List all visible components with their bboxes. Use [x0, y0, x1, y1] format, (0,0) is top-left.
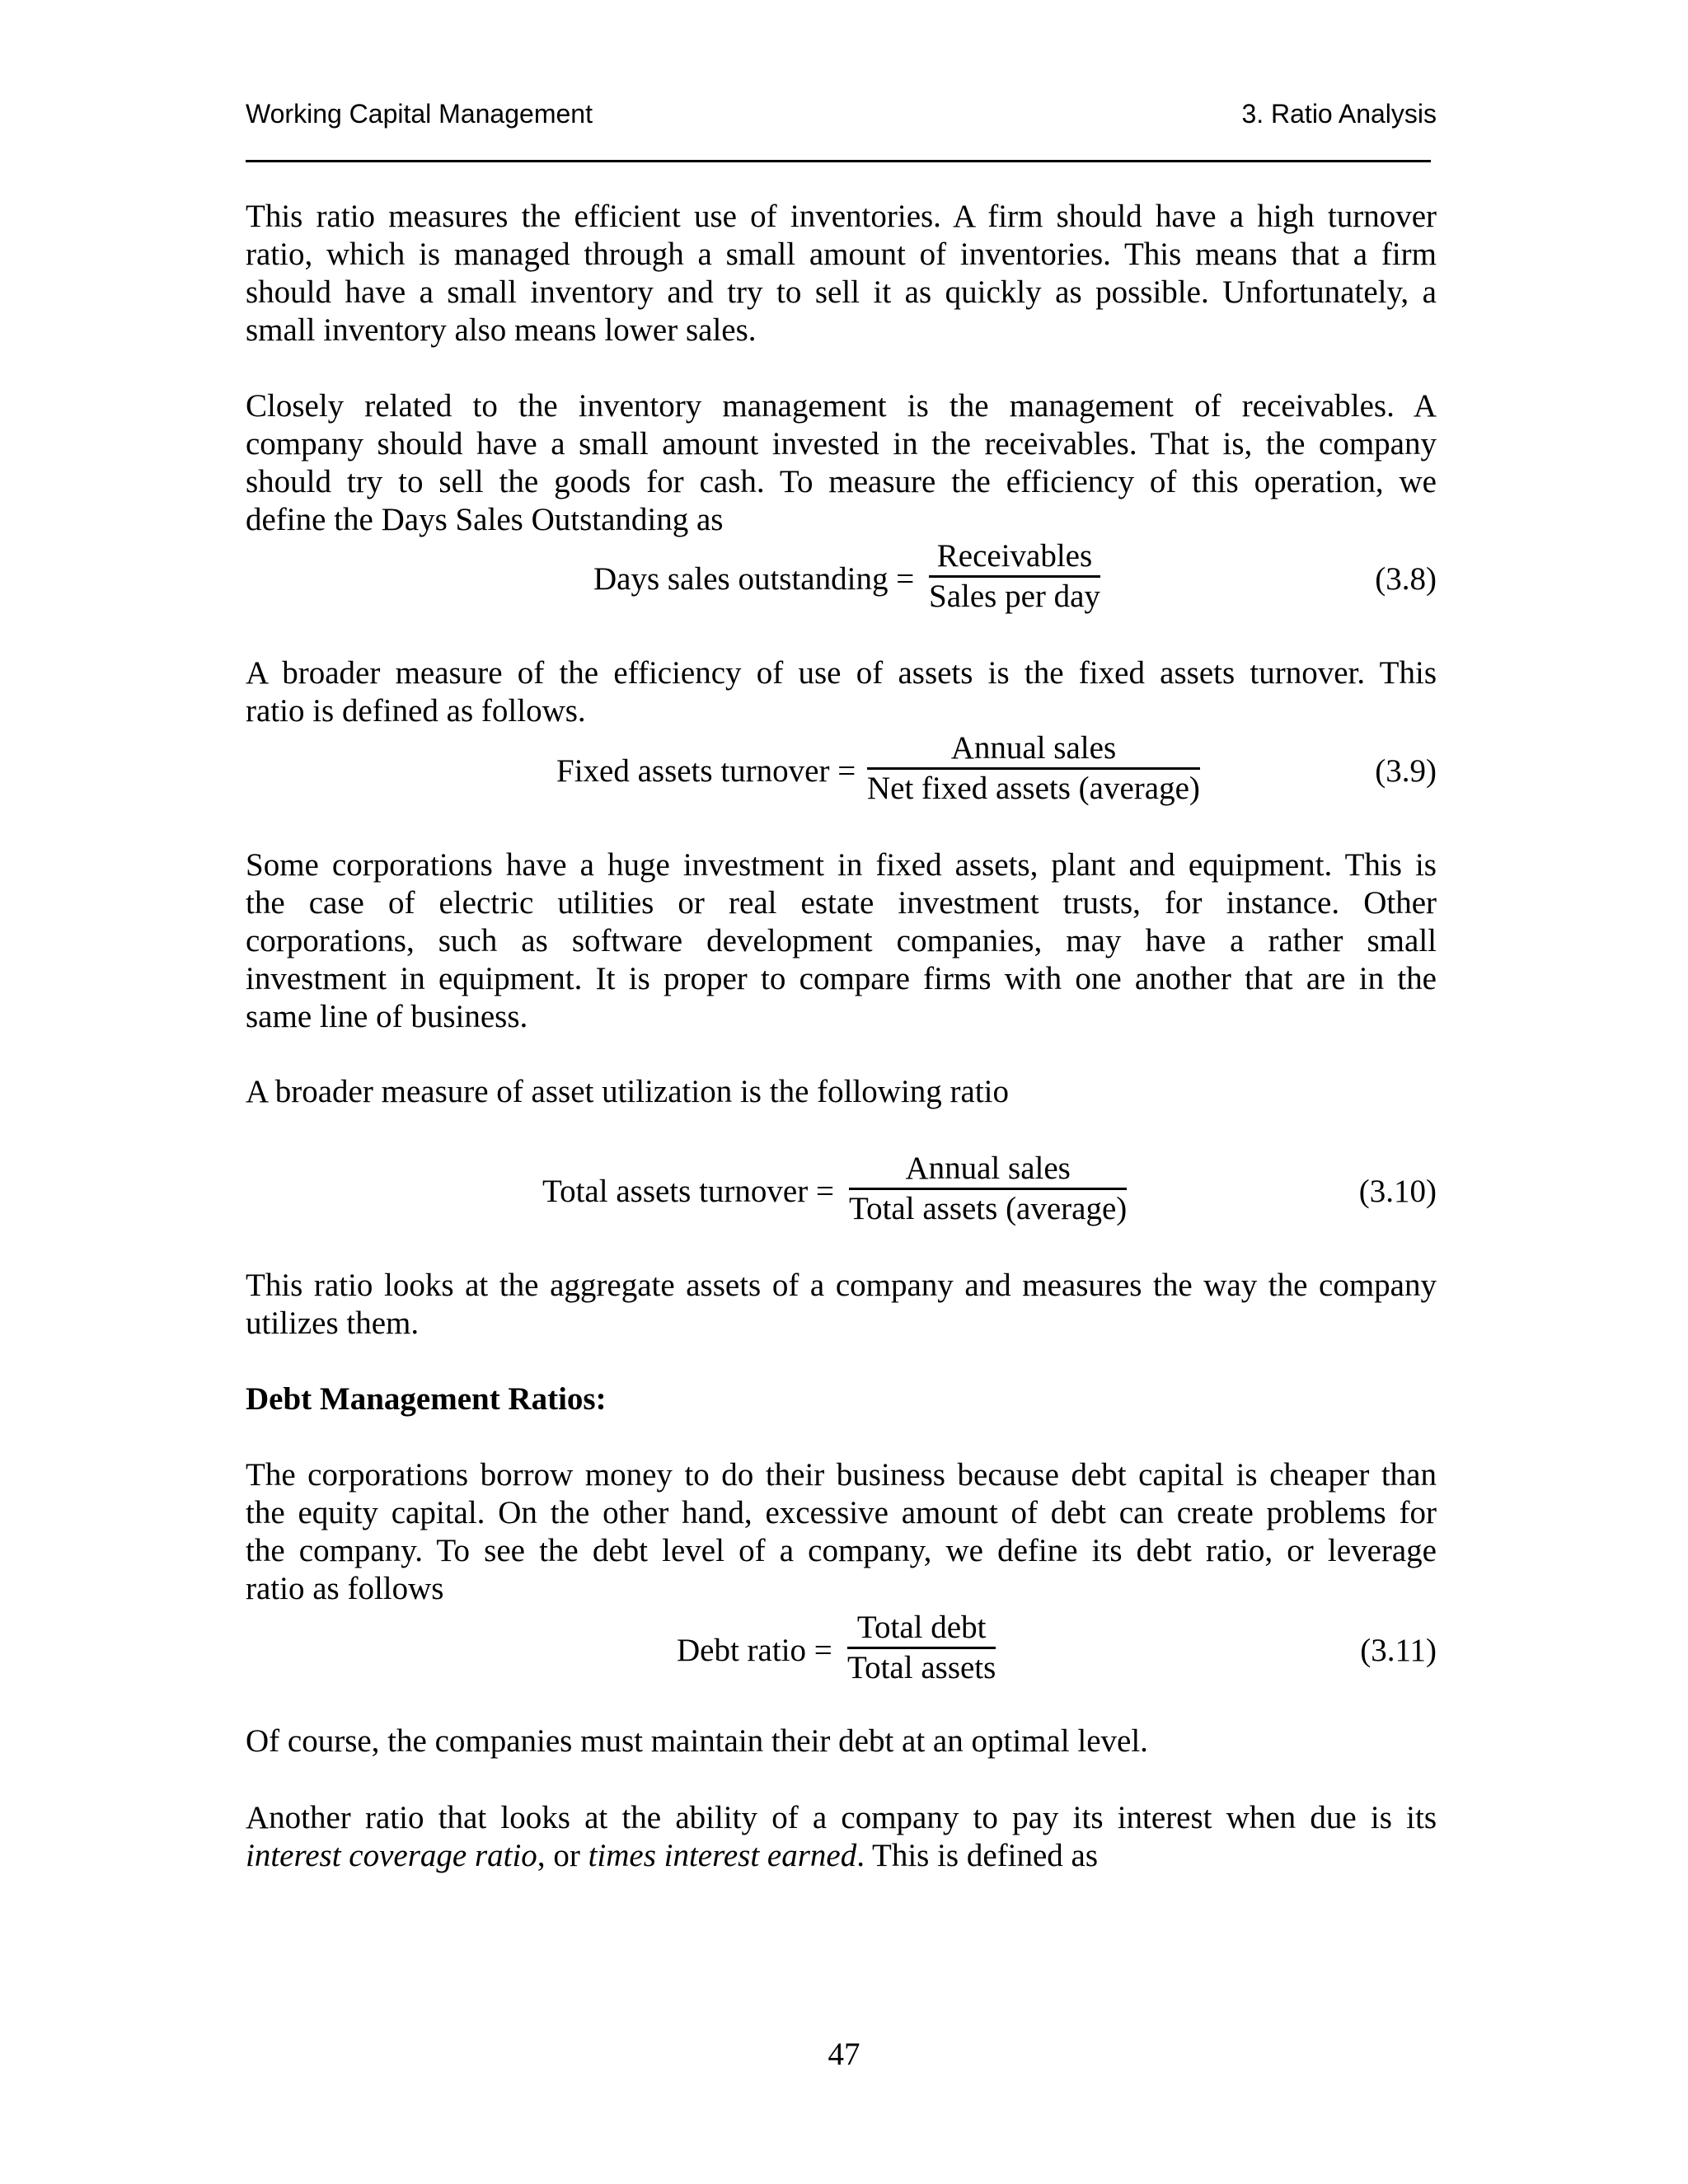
text-line: small inventory also means lower sales. — [246, 312, 757, 348]
equation-number: (3.8) — [1375, 561, 1437, 597]
text-line: The corporations borrow money to do their business because debt capital is cheaper than — [246, 1457, 1437, 1493]
header-chapter-title: 3. Ratio Analysis — [1241, 99, 1437, 129]
text-line: This ratio looks at the aggregate assets of a company and measures the way the company — [246, 1268, 1437, 1303]
equation-fraction — [929, 537, 1100, 616]
paragraph-asset-utilization — [246, 1073, 1437, 1111]
paragraph-debt-capital — [246, 1456, 1437, 1608]
text-separator: , or — [537, 1838, 588, 1873]
section-heading-debt-management: Debt Management Ratios: — [246, 1381, 607, 1417]
text-line: should try to sell the goods for cash. To measure the efficiency of this operation, we — [246, 464, 1437, 499]
text-line: utilizes them. — [246, 1305, 420, 1341]
paragraph-interest-coverage — [246, 1799, 1437, 1875]
text-line: A broader measure of asset utilization is the following ratio — [246, 1074, 1010, 1109]
equation-lhs: Debt ratio = — [677, 1633, 832, 1668]
equation-number: (3.10) — [1358, 1174, 1437, 1209]
equation-fraction — [849, 1150, 1127, 1228]
running-header — [246, 97, 1437, 130]
text-line: same line of business. — [246, 999, 528, 1034]
equation-debt-ratio — [246, 1609, 1437, 1691]
fraction-denominator: Sales per day — [929, 579, 1100, 614]
text-line: should have a small inventory and try to sell it as quickly as possible. Unfortunately, a — [246, 274, 1437, 310]
text-line — [246, 1837, 1437, 1875]
equation-fixed-assets-turnover — [246, 729, 1437, 812]
page-number: 47 — [828, 2036, 860, 2072]
equation-lhs: Fixed assets turnover = — [556, 753, 856, 789]
paragraph-fixed-assets — [246, 654, 1437, 730]
fraction-numerator: Annual sales — [849, 1150, 1127, 1190]
text-line: This ratio measures the efficient use of inventories. A firm should have a high turnover — [246, 199, 1437, 234]
equation-lhs: Days sales outstanding = — [593, 561, 915, 597]
fraction-denominator: Total assets (average) — [849, 1191, 1128, 1226]
text-line: Some corporations have a huge investment in fixed assets, plant and equipment. This is — [246, 847, 1437, 883]
text-line: corporations, such as software development companies, may have a rather small — [246, 923, 1437, 958]
text-line: Of course, the companies must maintain their debt at an optimal level. — [246, 1723, 1148, 1759]
paragraph-inventory-turnover — [246, 198, 1437, 349]
fraction-denominator: Net fixed assets (average) — [867, 771, 1200, 806]
term-times-interest-earned: times interest earned — [588, 1838, 857, 1873]
fraction-numerator: Receivables — [929, 537, 1100, 578]
text-line: investment in equipment. It is proper to compare firms with one another that are in the — [246, 961, 1437, 996]
text-line: ratio, which is managed through a small amount of inventories. This means that a firm — [246, 237, 1437, 272]
header-book-title: Working Capital Management — [246, 99, 593, 129]
text-line: the company. To see the debt level of a company, we define its debt ratio, or leverage — [246, 1533, 1437, 1568]
text-tail: . This is defined as — [856, 1838, 1099, 1873]
paragraph-receivables — [246, 387, 1437, 539]
equation-fraction — [847, 1609, 996, 1687]
text-line: ratio is defined as follows. — [246, 693, 586, 729]
text-line: company should have a small amount invested in the receivables. That is, the company — [246, 426, 1437, 462]
paragraph-corporations-investment — [246, 846, 1437, 1036]
term-interest-coverage-ratio: interest coverage ratio — [246, 1838, 537, 1873]
equation-fraction — [867, 729, 1200, 808]
equation-days-sales-outstanding — [246, 537, 1437, 620]
fraction-denominator: Total assets — [847, 1650, 996, 1685]
text-line: ratio as follows — [246, 1571, 444, 1606]
text-line: the case of electric utilities or real estate investment trusts, for instance. Other — [246, 885, 1437, 921]
equation-number: (3.11) — [1360, 1633, 1437, 1668]
text-line: Another ratio that looks at the ability of a company to pay its interest when due is its — [246, 1800, 1437, 1835]
equation-total-assets-turnover — [246, 1150, 1437, 1232]
fraction-numerator: Annual sales — [867, 729, 1200, 770]
text-line: the equity capital. On the other hand, excessive amount of debt can create problems for — [246, 1495, 1437, 1530]
paragraph-optimal-debt — [246, 1722, 1437, 1760]
text-line: define the Days Sales Outstanding as — [246, 502, 724, 537]
header-rule — [246, 160, 1431, 162]
paragraph-aggregate-assets — [246, 1267, 1437, 1343]
text-line: Closely related to the inventory management is the management of receivables. A — [246, 388, 1437, 424]
equation-number: (3.9) — [1375, 753, 1437, 789]
fraction-numerator: Total debt — [847, 1609, 996, 1649]
equation-lhs: Total assets turnover = — [542, 1174, 834, 1209]
text-line: A broader measure of the efficiency of use of assets is the fixed assets turnover. This — [246, 655, 1437, 691]
